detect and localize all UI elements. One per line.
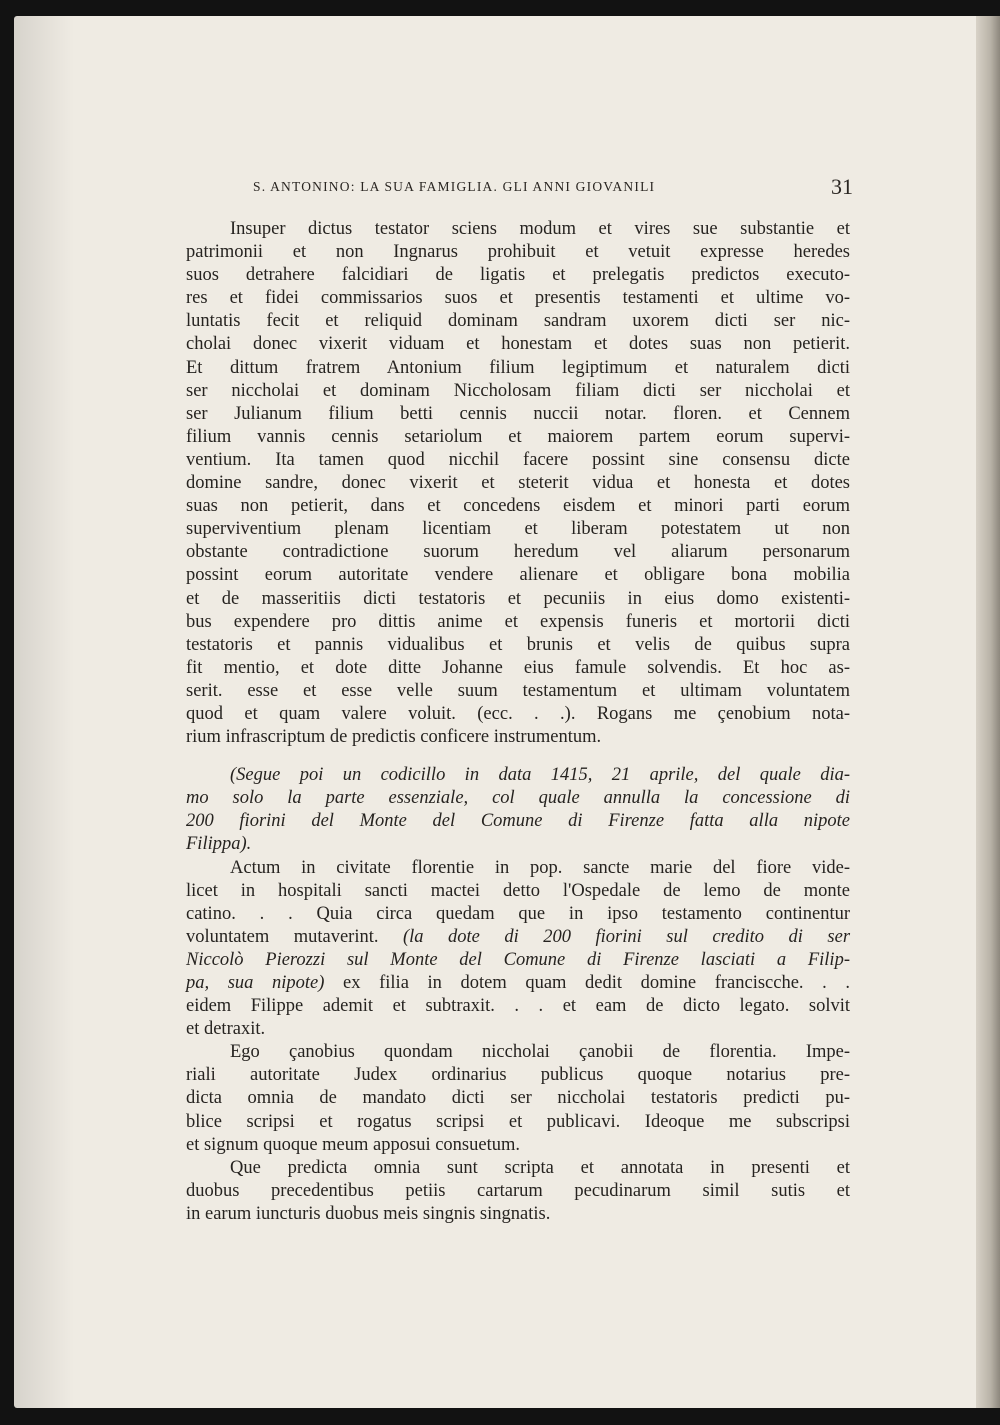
text-line: luntatis fecit et reliquid dominam sandram uxorem dicti ser nic- [186,311,850,332]
body-text [186,218,850,1226]
text-line: bus expendere pro dittis anime et expensis funeris et mortorii dicti [186,611,850,632]
text-line: res et fidei commissarios suos et presentis testamenti et ultime vo- [186,288,850,309]
page-stack-edge [976,16,1000,1408]
text-line: Insuper dictus testator sciens modum et vires sue substantie et [230,219,850,239]
text-line: domine sandre, donec vixerit et steterit vidua et honesta et dotes [186,473,850,494]
text-line: testatoris et pannis vidualibus et brunis et velis de quibus supra [186,634,850,655]
text-line: superviventium plenam licentiam et liberam potestatem ut non [186,519,850,540]
text-line: rium infrascriptum de predictis conficere instrumentum. [186,727,602,748]
text-line: riali autoritate Judex ordinarius publicus quoque notarius pre- [186,1065,850,1086]
text-line: Niccolò Pierozzi sul Monte del Comune di Firenze lasciati a Filip- [186,949,850,970]
text-line: cholai donec vixerit viduam et honestam et dotes suas non petierit. [186,334,850,355]
paragraph-editor-note [186,764,850,856]
text-segment: ex filia in dotem quam dedit domine franciscche. . . [343,973,851,993]
paragraph-testament [186,218,850,749]
text-line: blice scripsi et rogatus scripsi et publicavi. Ideoque me subscripsi [186,1111,850,1132]
text-line: duobus precedentibus petiis cartarum pecudinarum simil sutis et [186,1180,850,1201]
text-line: in earum iuncturis duobus meis singnis singnatis. [186,1203,551,1224]
text-line: et signum quoque meum apposui consuetum. [186,1134,520,1155]
page-number: 31 [831,174,853,199]
paragraph-codicil [186,857,850,1042]
text-line: mo solo la parte essenziale, col quale annulla la concessione di [186,788,850,809]
text-line: dicta omnia de mandato dicti ser niccholai testatoris predicti pu- [186,1088,850,1109]
text-line: Que predicta omnia sunt scripta et annotata in presenti et [230,1157,850,1178]
text-segment: voluntatem mutaverint. [186,926,379,947]
text-line: eidem Filippe ademit et subtraxit. . . et eam de dicto legato. solvit [186,996,850,1017]
text-segment-italic: pa, sua nipote) [186,973,325,993]
text-line: Ego çanobius quondam niccholai çanobii de florentia. Impe- [230,1042,850,1063]
text-line: suas non petierit, dans et concedens eisdem et minori parti eorum [186,496,850,517]
page-header [253,176,853,200]
text-line: Actum in civitate florentie in pop. sancte marie del fiore vide- [230,857,850,878]
text-line-mixed [186,926,850,949]
text-line: ventium. Ita tamen quod nicchil facere possint sine consensu dicte [186,449,850,470]
text-line: obstante contradictione suorum heredum vel aliarum personarum [186,542,850,563]
text-segment-italic: (la dote di 200 fiorini sul credito di ser [403,926,851,947]
text-line: Et dittum fratrem Antonium filium legiptimum et naturalem dicti [186,357,850,378]
text-line: 200 fiorini del Monte del Comune di Firenze fatta alla nipote [186,811,850,832]
text-line: serit. esse et esse velle suum testamentum et ultimam voluntatem [186,680,850,701]
paragraph-closing [186,1157,850,1226]
text-line: licet in hospitali sancti mactei detto l'Ospedale de lemo de monte [186,880,850,901]
text-line: quod et quam valere voluit. (ecc. . .). Rogans me çenobium nota- [186,703,850,724]
text-line: et de masseritiis dicti testatoris et pecuniis in eius domo existenti- [186,588,850,609]
text-line: ser niccholai et dominam Niccholosam filiam dicti ser niccholai et [186,380,850,401]
text-line: Filippa). [186,834,252,855]
text-line: catino. . . Quia circa quedam que in ipso testamento continentur [186,903,850,924]
text-line: (Segue poi un codicillo in data 1415, 21 aprile, del quale dia- [230,765,850,786]
text-line: possint eorum autoritate vendere alienare et obligare bona mobilia [186,565,850,586]
text-line: ser Julianum filium betti cennis nuccii notar. floren. et Cennem [186,403,850,424]
paragraph-notary [186,1041,850,1156]
text-line: fit mentio, et dote ditte Johanne eius famule solvendis. Et hoc as- [186,657,850,678]
text-line: filium vannis cennis setariolum et maiorem partem eorum supervi- [186,426,850,447]
text-line: et detraxit. [186,1019,266,1040]
text-line: suos detrahere falcidiari de ligatis et prelegatis predictos executo- [186,265,850,286]
running-title: S. ANTONINO: LA SUA FAMIGLIA. GLI ANNI GIOVANILI [253,179,656,194]
text-line: patrimonii et non Ingnarus prohibuit et vetuit expresse heredes [186,242,850,263]
text-line-mixed [186,972,850,995]
